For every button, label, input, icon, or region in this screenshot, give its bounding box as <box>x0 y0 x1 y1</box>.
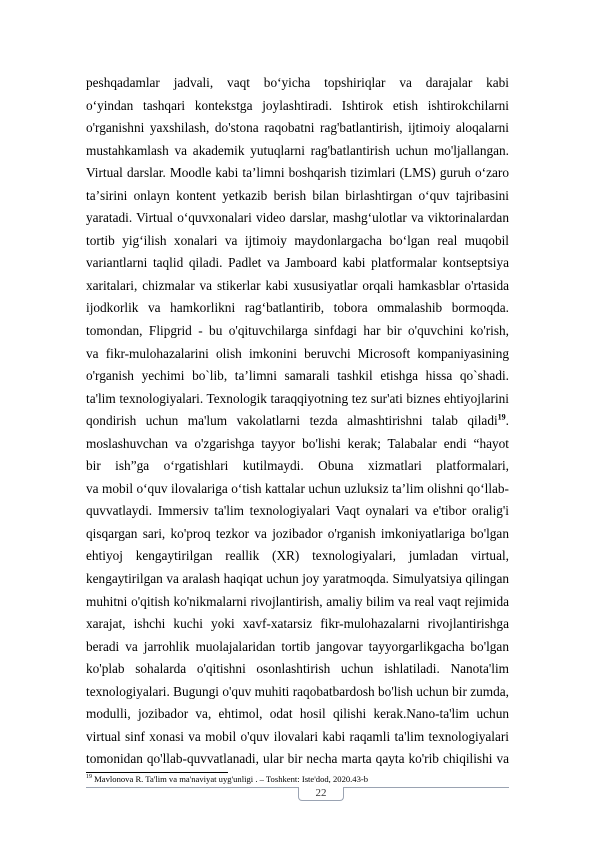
text-line: texnologiyalari. Bugungi o'quv muhiti raqobatbardosh bo'lish uchun bir zumda, <box>86 683 509 699</box>
text-line: ko'plab sohalarda o'qitishni osonlashtirish uchun ishlatiladi. Nanota'lim <box>86 661 509 677</box>
text-line: mustahkamlash va akademik yutuqlarni rag'batlantirish uchun mo'ljallangan. <box>86 142 509 158</box>
text-line: beradi va jarrohlik muolajalaridan tortib jangovar tayyorgarlikgacha bo'lgan <box>86 638 509 654</box>
text-line-continuation: . <box>505 413 509 429</box>
text-line: va fikr-mulohazalarini olish imkonini beruvchi Microsoft kompaniyasining <box>86 345 509 361</box>
text-line: tomondan, Flipgrid - bu o'qituvchilarga sinfdagi har bir o'quvchini ko'rish, <box>86 323 509 339</box>
text-line: tomonidan qo'llab-quvvatlanadi, ular bir necha marta qayta ko'rib chiqilishi va <box>86 751 509 767</box>
text-line: oʻyindan tashqari kontekstga joylashtiradi. Ishtirok etish ishtirokchilarni <box>86 97 509 113</box>
page-footer-rule-right <box>342 787 509 788</box>
text-line <box>86 410 509 433</box>
text-line: Virtual darslar. Moodle kabi taʼlimni boshqarish tizimlari (LMS) guruh oʻzaro <box>86 165 509 181</box>
text-line: qisqargan sari, ko'proq tezkor va jozibador o'rganish imkoniyatlariga bo'lgan <box>86 525 509 541</box>
text-line: bir ish”ga oʻrgatishlari kutilmaydi. Obuna xizmatlari platformalari, <box>86 458 509 474</box>
page-footer-rule-left <box>86 787 298 788</box>
text-line: virtual sinf xonasi va mobil o'quv ilovalari kabi raqamli ta'lim texnologiyalari <box>86 728 509 744</box>
text-line: taʼsirini onlayn kontent yetkazib berish bilan birlashtirgan oʻquv tajribasini <box>86 187 509 203</box>
text-line: ta'lim texnologiyalari. Texnologik taraqqiyotning tez sur'ati biznes ehtiyojlarini <box>86 390 509 406</box>
text-line: ehtiyoj kengaytirilgan reallik (XR) texnologiyalari, jumladan virtual, <box>86 548 509 564</box>
text-line: xarajat, ishchi kuchi yoki xavf-xatarsiz fikr-mulohazalarni rivojlantirishga <box>86 616 509 632</box>
text-line: variantlarni taqlid qiladi. Padlet va Jamboard kabi platformalar kontseptsiya <box>86 255 509 271</box>
text-line: kengaytirilgan va aralash haqiqat uchun joy yaratmoqda. Simulyatsiya qilingan <box>86 571 509 587</box>
text-line: moslashuvchan va o'zgarishga tayyor bo'lishi kerak; Talabalar endi “hayot <box>86 435 509 451</box>
footnote-reference: 19 <box>497 412 506 422</box>
text-line: xaritalari, chizmalar va stikerlar kabi xususiyatlar orqali hamkasblar o'rtasida <box>86 277 509 293</box>
text-line: tortib yigʻilish xonalari va ijtimoiy maydonlargacha boʻlgan real muqobil <box>86 232 509 248</box>
text-line: va mobil oʻquv ilovalariga oʻtish kattalar uchun uzluksiz taʼlim olishni qoʻllab- <box>86 480 509 496</box>
text-line: o'rganish yechimi bo`lib, ta’limni samarali tashkil etishga hissa qo`shadi. <box>86 368 509 384</box>
footnote-text: Mavlonova R. Ta'lim va ma'naviyat uyg'unligi . – Toshkent: Iste'dod, 2020.43-b <box>92 774 369 784</box>
body-text <box>86 72 509 771</box>
text-line: ijodkorlik va hamkorlikni ragʻbatlantirib, tobora ommalashib bormoqda. <box>86 300 509 316</box>
text-line: o'rganishni yaxshilash, do'stona raqobatni rag'batlantirish, ijtimoiy aloqalarni <box>86 120 509 136</box>
footnote-marker: 19 <box>86 774 92 781</box>
text-line: modulli, jozibador va, ehtimol, odat hosil qilishi kerak.Nano-ta'lim uchun <box>86 706 509 722</box>
text-line: quvvatlaydi. Immersiv ta'lim texnologiyalari Vaqt oynalari va e'tibor oralig'i <box>86 503 509 519</box>
footnote <box>86 774 368 785</box>
footnote-separator <box>86 772 228 773</box>
page-number: 22 <box>298 787 344 801</box>
text-line: muhitni o'qitish ko'nikmalarni rivojlantirish, amaliy bilim va real vaqt rejimida <box>86 593 509 609</box>
text-line: peshqadamlar jadvali, vaqt boʻyicha topshiriqlar va darajalar kabi <box>86 75 509 90</box>
text-line-content: qondirish uchun ma'lum vakolatlarni tezda almashtirishni talab qiladi <box>86 413 498 429</box>
text-line: yaratadi. Virtual oʻquvxonalari video darslar, mashgʻulotlar va viktorinalardan <box>86 210 509 226</box>
